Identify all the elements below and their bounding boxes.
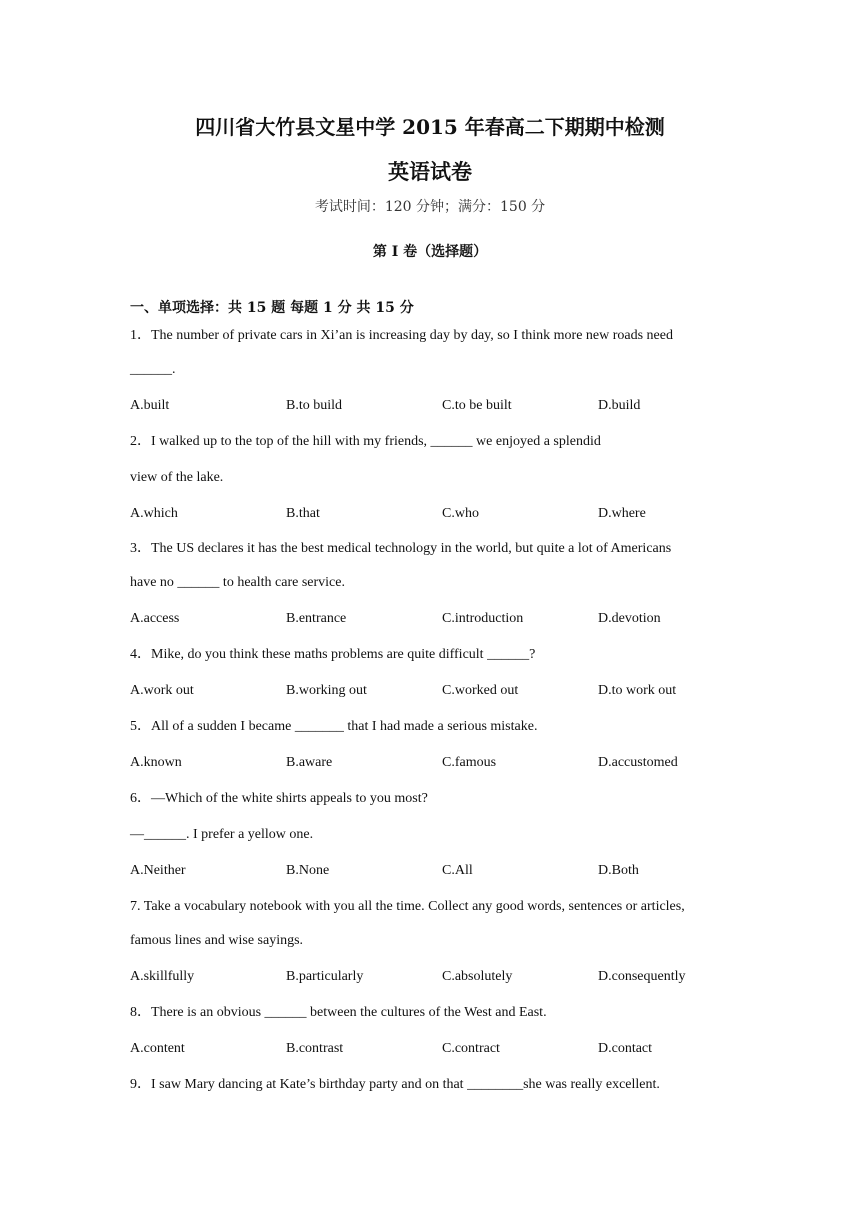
option-d: D.accustomed <box>598 755 678 770</box>
question-1-line-2: ______. <box>130 362 176 377</box>
option-a: A.Neither <box>130 863 186 878</box>
exam-subtitle: 英语试卷 <box>388 159 472 184</box>
question-8-line-1: 8．There is an obvious ______ between the cultures of the West and East. <box>130 1005 547 1020</box>
option-b: B.working out <box>286 683 367 698</box>
option-d: D.devotion <box>598 611 661 626</box>
option-b: B.that <box>286 506 320 521</box>
option-b: B.contrast <box>286 1041 344 1056</box>
question-8-options <box>130 1040 750 1058</box>
option-b: B.to build <box>286 398 343 413</box>
option-a: A.work out <box>130 683 194 698</box>
question-7-options <box>130 968 750 986</box>
option-d: D.where <box>598 506 646 521</box>
option-d: D.Both <box>598 863 639 878</box>
question-3-options <box>130 610 750 628</box>
option-a: A.which <box>130 506 178 521</box>
question-1-line-1: 1．The number of private cars in Xi’an is increasing day by day, so I think more new roads need <box>130 328 673 343</box>
option-c: C.absolutely <box>442 969 513 984</box>
question-7-line-2: famous lines and wise sayings. <box>130 933 304 948</box>
question-4-line-1: 4．Mike, do you think these maths problems are quite difficult ______? <box>130 647 536 662</box>
question-2-options <box>130 505 750 523</box>
option-c: C.All <box>442 863 473 878</box>
exam-title: 四川省大竹县文星中学 2015 年春高二下期期中检测 <box>195 115 665 139</box>
option-b: B.None <box>286 863 330 878</box>
question-5-line-1: 5．All of a sudden I became _______ that I had made a serious mistake. <box>130 719 538 734</box>
option-c: C.worked out <box>442 683 519 698</box>
question-7-line-1: 7. Take a vocabulary notebook with you all the time. Collect any good words, sentences or articles, <box>130 899 685 914</box>
part-heading: 一、单项选择：共 15 题 每题 1 分 共 15 分 <box>130 300 414 316</box>
option-a: A.skillfully <box>130 969 195 984</box>
option-d: D.build <box>598 398 641 413</box>
option-b: B.aware <box>286 755 333 770</box>
option-b: B.particularly <box>286 969 364 984</box>
question-1-options <box>130 397 750 415</box>
question-3-line-1: 3．The US declares it has the best medical technology in the world, but quite a lot of Americans <box>130 541 672 556</box>
question-6-options <box>130 862 750 880</box>
option-d: D.contact <box>598 1041 653 1056</box>
option-b: B.entrance <box>286 611 347 626</box>
option-a: A.access <box>130 611 180 626</box>
question-2-line-1: 2．I walked up to the top of the hill with my friends, ______ we enjoyed a splendid <box>130 434 601 449</box>
option-a: A.content <box>130 1041 185 1056</box>
option-d: D.consequently <box>598 969 686 984</box>
question-2-line-2: view of the lake. <box>130 470 224 485</box>
option-c: C.famous <box>442 755 497 770</box>
question-9-line-1: 9．I saw Mary dancing at Kate’s birthday party and on that ________she was really excellent. <box>130 1077 660 1092</box>
option-d: D.to work out <box>598 683 677 698</box>
question-5-options <box>130 754 750 772</box>
exam-info: 考试时间：120 分钟；满分：150 分 <box>314 199 546 215</box>
option-a: A.known <box>130 755 182 770</box>
volume-title: 第 I 卷（选择题） <box>372 244 488 260</box>
question-4-options <box>130 682 750 700</box>
option-c: C.contract <box>442 1041 500 1056</box>
option-c: C.who <box>442 506 479 521</box>
question-6-line-2: —______. I prefer a yellow one. <box>130 827 314 842</box>
question-6-line-1: 6．—Which of the white shirts appeals to you most? <box>130 791 428 806</box>
question-3-line-2: have no ______ to health care service. <box>130 575 345 590</box>
option-c: C.to be built <box>442 398 512 413</box>
option-c: C.introduction <box>442 611 524 626</box>
option-a: A.built <box>130 398 170 413</box>
